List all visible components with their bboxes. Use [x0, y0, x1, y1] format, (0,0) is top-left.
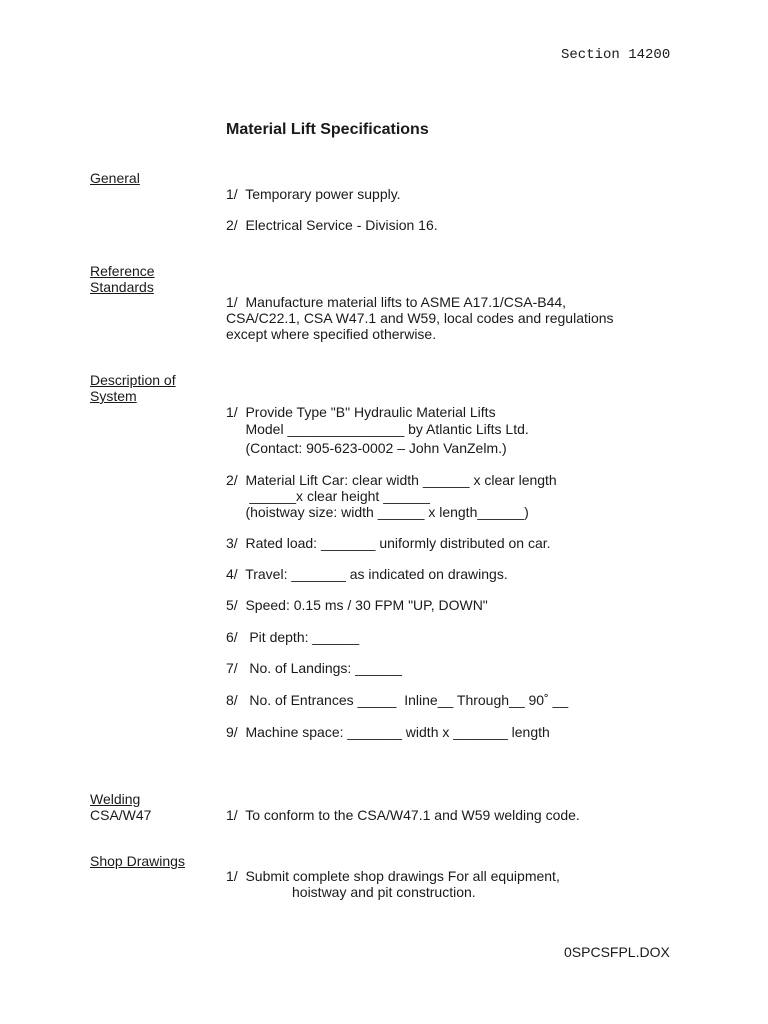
description-item-8: 8/ No. of Entrances _____ Inline__ Through__ 90˚ __: [226, 692, 569, 708]
welding-subheading: CSA/W47: [90, 807, 152, 823]
welding-item-1: 1/ To conform to the CSA/W47.1 and W59 welding code.: [226, 807, 580, 823]
description-item-7: 7/ No. of Landings: ______: [226, 660, 402, 676]
general-item-1: 1/ Temporary power supply.: [226, 186, 401, 202]
heading-description-line2: System: [90, 388, 137, 404]
description-item-5: 5/ Speed: 0.15 ms / 30 FPM "UP, DOWN": [226, 597, 488, 613]
description-item-1-line3: (Contact: 905-623-0002 – John VanZelm.): [226, 440, 507, 456]
heading-reference-line1: Reference: [90, 263, 155, 279]
description-item-1-line2: Model _______________ by Atlantic Lifts Ltd.: [226, 421, 529, 437]
description-item-4: 4/ Travel: _______ as indicated on drawings.: [226, 566, 508, 582]
heading-general: General: [90, 170, 140, 186]
reference-item-1-line2: CSA/C22.1, CSA W47.1 and W59, local codes and regulations: [226, 310, 614, 326]
description-item-2-line2: ______x clear height ______: [226, 488, 430, 504]
reference-item-1-line1: 1/ Manufacture material lifts to ASME A17.1/CSA-B44,: [226, 294, 567, 310]
heading-description-line1: Description of: [90, 372, 176, 388]
document-title: Material Lift Specifications: [226, 121, 429, 138]
shop-item-1-line1: 1/ Submit complete shop drawings For all equipment,: [226, 868, 560, 884]
description-item-3: 3/ Rated load: _______ uniformly distributed on car.: [226, 535, 551, 551]
heading-welding: Welding: [90, 791, 141, 807]
heading-reference-line2: Standards: [90, 279, 154, 295]
description-item-2-line3: (hoistway size: width ______ x length______): [226, 504, 529, 520]
heading-shop-drawings: Shop Drawings: [90, 853, 185, 869]
description-item-1-line1: 1/ Provide Type "B" Hydraulic Material Lifts: [226, 404, 496, 420]
description-item-9: 9/ Machine space: _______ width x _______ length: [226, 724, 550, 740]
footer-filename: 0SPCSFPL.DOX: [564, 944, 670, 960]
section-number: Section 14200: [561, 47, 671, 63]
description-item-6: 6/ Pit depth: ______: [226, 629, 360, 645]
shop-item-1-line2: hoistway and pit construction.: [292, 884, 476, 900]
description-item-2-line1: 2/ Material Lift Car: clear width ______ x clear length: [226, 472, 557, 488]
general-item-2: 2/ Electrical Service - Division 16.: [226, 217, 438, 233]
reference-item-1-line3: except where specified otherwise.: [226, 326, 437, 342]
